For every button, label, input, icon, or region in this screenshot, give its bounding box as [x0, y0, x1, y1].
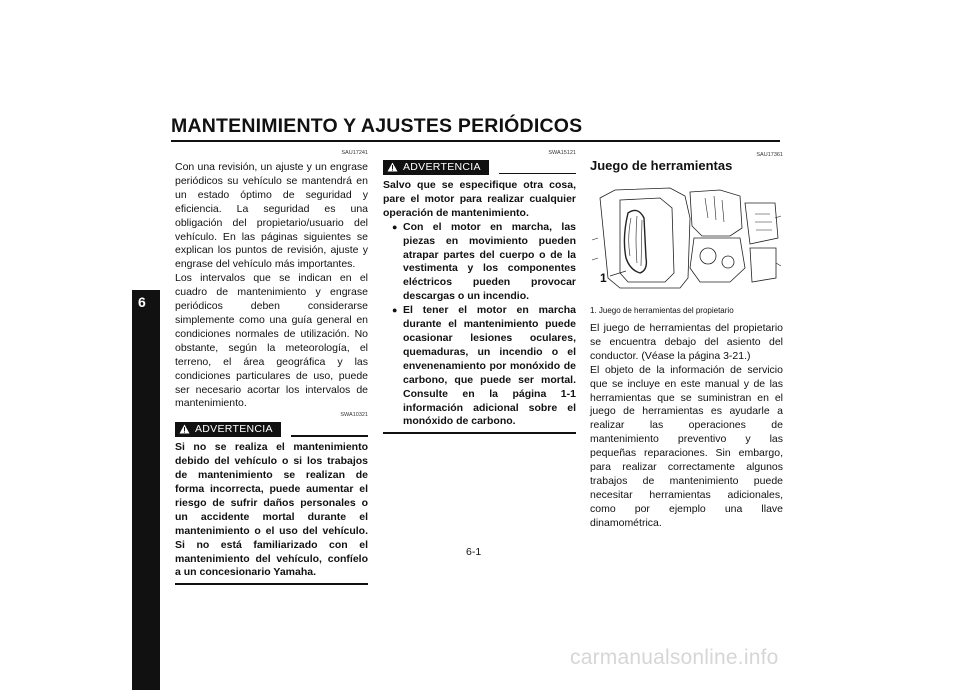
section-title: Juego de herramientas	[590, 158, 733, 173]
section-code: SAU17241	[341, 150, 368, 156]
chapter-tab	[132, 290, 160, 690]
page-number: 6-1	[466, 546, 482, 558]
column-middle	[383, 150, 576, 434]
chapter-tab-number: 6	[138, 294, 146, 310]
warning-rule	[291, 435, 368, 437]
section-code: SAU17361	[756, 152, 783, 158]
warning-rule	[499, 173, 576, 175]
warning-label: ADVERTENCIA	[195, 423, 273, 436]
page-title: MANTENIMIENTO Y AJUSTES PERIÓDICOS	[171, 115, 583, 137]
figure-callout: 1	[600, 271, 607, 285]
toolkit-location-paragraph: El juego de herramientas del propietario se encuentra debajo del asiento del conductor. (Véase la página 3-21.)	[590, 322, 783, 362]
warning-bullet	[392, 221, 576, 304]
title-rule	[171, 140, 780, 142]
bullet-dot-icon: ●	[392, 221, 398, 232]
warning-label: ADVERTENCIA	[403, 161, 481, 173]
warning-badge	[383, 160, 489, 175]
toolkit-figure	[590, 178, 783, 298]
intervals-paragraph: Los intervalos que se indican en el cuadro de mantenimiento y engrase periódicos deben considerarse simplemente como una guía general en condiciones normales de utilización. No obstante, según la meteorología, el terreno, el área geográfica y las condiciones particulares de uso, puede ser necesario acortar los intervalos de mantenimiento.	[175, 272, 368, 410]
warning-end-rule	[175, 583, 368, 585]
bullet-dot-icon: ●	[392, 305, 398, 316]
warning-bullet	[392, 304, 576, 429]
warning-code: SWA15121	[548, 150, 576, 156]
column-right-body	[590, 322, 783, 531]
warning-code: SWA10321	[340, 412, 368, 419]
toolkit-illustration	[590, 178, 783, 298]
bullet-text: Con el motor en marcha, las piezas en movimiento pueden atrapar partes del cuerpo o de la vestimenta y los componentes eléctricos pueden provocar descargas o un incendio.	[403, 220, 576, 303]
warning-header	[175, 421, 368, 437]
watermark: carmanualsonline.info	[570, 646, 779, 669]
warning-badge	[175, 422, 281, 437]
figure-caption: 1. Juego de herramientas del propietario	[590, 306, 734, 315]
intro-paragraph: Con una revisión, un ajuste y un engrase periódicos su vehículo se mantendrá en un estado óptimo de seguridad y eficiencia. La seguridad es una obligación del propietario/usuario del vehículo. En las páginas siguientes se explican los puntos de revisión, ajuste y engrase del vehículo más importantes.	[175, 161, 368, 271]
warning-end-rule	[383, 432, 576, 434]
warning-text: Si no se realiza el mantenimiento debido del vehículo o si los trabajos de mantenimiento se realizan de forma incorrecta, puede aumentar el riesgo de sufrir daños personales o un accidente mortal durante el mantenimiento o el uso del vehículo. Si no está familiarizado con el mantenimiento del vehículo, confíelo a un concesionario Yamaha.	[175, 441, 368, 579]
warning-triangle-icon	[179, 424, 190, 434]
toolkit-purpose-paragraph: El objeto de la información de servicio que se incluye en este manual y de las herramientas que se suministran en el juego de herramientas es ayudarle a realizar las operaciones de mantenimiento preventivo y las pequeñas reparaciones. Sin embargo, para realizar correctamente algunos trabajos de mantenimiento puede necesitar herramientas adicionales, como por ejemplo una llave dinamométrica.	[590, 363, 783, 529]
warning-intro: Salvo que se especifique otra cosa, pare el motor para realizar cualquier operación de mantenimiento.	[383, 179, 576, 219]
bullet-text: El tener el motor en marcha durante el mantenimiento puede ocasionar lesiones oculares, quemaduras, un incendio o el envenenamiento por monóxido de carbono, que puede ser mortal. Consulte en la página 1-1 información adicional sobre el monóxido de carbono.	[403, 304, 576, 428]
warning-header	[383, 159, 576, 175]
warning-triangle-icon	[387, 162, 398, 172]
column-left	[175, 150, 368, 585]
